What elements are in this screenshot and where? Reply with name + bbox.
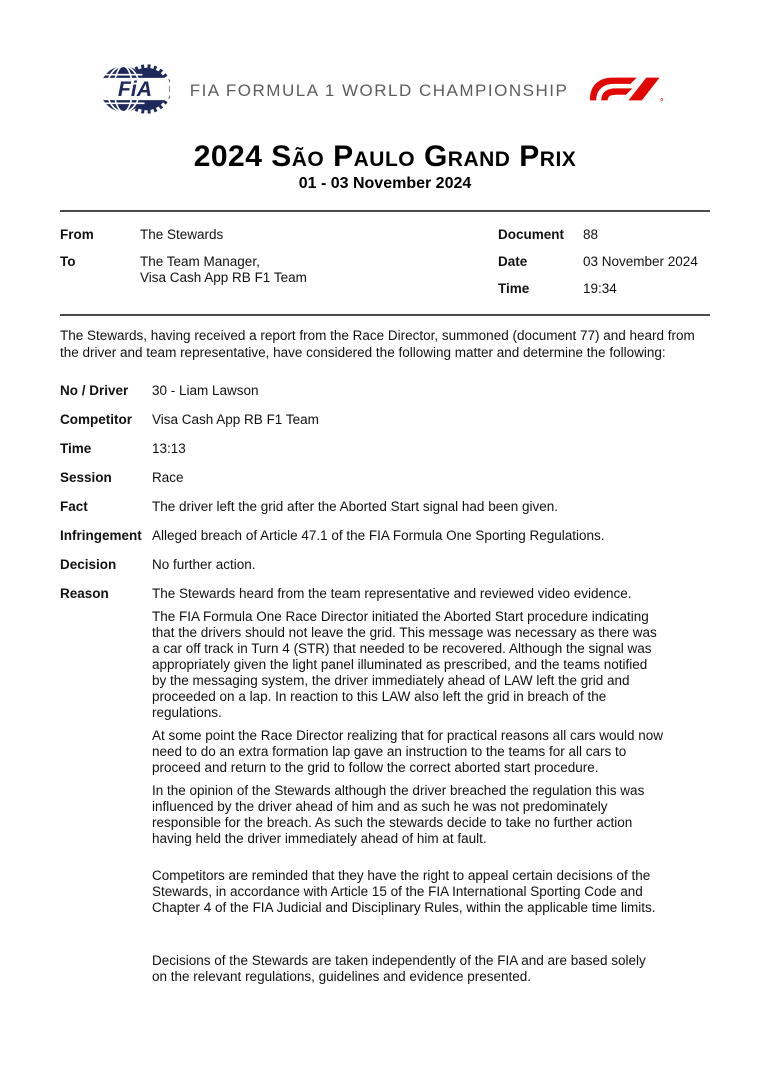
header <box>60 60 710 122</box>
field-row-competitor <box>60 412 710 428</box>
decision-value: No further action. <box>152 557 256 572</box>
to-value-line2: Visa Cash App RB F1 Team <box>140 270 307 285</box>
f1-logo-icon <box>588 76 664 107</box>
fia-logo-text: FiA <box>117 77 153 101</box>
meta-row-from <box>60 227 498 243</box>
meta-row-date <box>498 254 710 270</box>
meta-left-column <box>60 227 498 297</box>
time-field-value: 13:13 <box>152 441 186 456</box>
event-dates: 01 - 03 November 2024 <box>298 175 472 192</box>
date-label: Date <box>498 254 528 269</box>
to-label: To <box>60 254 76 269</box>
field-row-session <box>60 470 710 486</box>
field-row-decision <box>60 557 710 573</box>
from-label: From <box>60 227 94 242</box>
infringement-value: Alleged breach of Article 47.1 of the FIA Formula One Sporting Regulations. <box>152 528 605 543</box>
independence-notice-paragraph: Decisions of the Stewards are taken independently of the FIA and are based solely on the relevant regulations, guidelines and evidence presented. <box>152 953 646 984</box>
meta-section <box>60 210 710 316</box>
intro-paragraph: The Stewards, having received a report from the Race Director, summoned (document 77) and heard from the driver and team representative, have considered the following matter and determine the following: <box>60 328 695 360</box>
no-driver-label: No / Driver <box>60 383 129 398</box>
meta-right-column <box>498 227 710 297</box>
time-label: Time <box>498 281 530 296</box>
time-field-label: Time <box>60 441 92 456</box>
meta-row-document <box>498 227 710 243</box>
meta-row-to <box>60 254 498 286</box>
document-label: Document <box>498 227 565 242</box>
no-driver-value: 30 - Liam Lawson <box>152 383 259 398</box>
field-row-infringement <box>60 528 710 544</box>
field-row-time <box>60 441 710 457</box>
session-label: Session <box>60 470 112 485</box>
reason-text <box>152 586 664 992</box>
event-title: 2024 São Paulo Grand Prix <box>193 140 577 173</box>
field-row-no-driver <box>60 383 710 399</box>
fact-value: The driver left the grid after the Aborted Start signal had been given. <box>152 499 558 514</box>
document-value: 88 <box>583 227 599 242</box>
appeal-notice-paragraph: Competitors are reminded that they have the right to appeal certain decisions of the Stewards, in accordance with Article 15 of the FIA International Sporting Code and Chapter 4 of the FIA Judicial and Disciplinary Rules, within the applicable time limits. <box>152 868 656 915</box>
field-row-reason <box>60 586 710 992</box>
reason-label: Reason <box>60 586 109 601</box>
field-row-fact <box>60 499 710 515</box>
reason-paragraph-4: In the opinion of the Stewards although the driver breached the regulation this was influenced by the driver ahead of him and as such he was not predominately responsible for the breach. As such the stewards decide to take no further action having held the driver immediately ahead of him at fault. <box>152 783 645 846</box>
reason-paragraph-2: The FIA Formula One Race Director initiated the Aborted Start procedure indicating that the drivers should not leave the grid. This message was necessary as there was a car off track in Turn 4 (STR) that needed to be recovered. Although the signal was appropriately given the light panel illuminated as prescribed, and the teams notified by the messaging system, the driver immediately ahead of LAW left the grid and proceeded on a lap. In reaction to this LAW also left the grid in breach of the regulations. <box>152 609 657 720</box>
infringement-label: Infringement <box>60 528 142 543</box>
decision-label: Decision <box>60 557 117 572</box>
reason-paragraph-1: The Stewards heard from the team representative and reviewed video evidence. <box>152 586 632 601</box>
to-value <box>140 254 307 286</box>
competitor-label: Competitor <box>60 412 132 427</box>
fact-label: Fact <box>60 499 88 514</box>
to-value-line1: The Team Manager, <box>140 254 260 269</box>
session-value: Race <box>152 470 184 485</box>
time-value: 19:34 <box>583 281 617 296</box>
decision-fields <box>60 383 710 992</box>
from-value: The Stewards <box>140 227 224 242</box>
reason-paragraph-3: At some point the Race Director realizing that for practical reasons all cars would now need to do an extra formation lap gave an instruction to the teams for all cars to proceed and return to the grid to follow the correct aborted start procedure. <box>152 728 663 775</box>
championship-title: FIA FORMULA 1 WORLD CHAMPIONSHIP <box>189 81 569 100</box>
meta-row-time <box>498 281 710 297</box>
date-value: 03 November 2024 <box>583 254 698 269</box>
fia-logo-icon <box>100 61 170 122</box>
competitor-value: Visa Cash App RB F1 Team <box>152 412 319 427</box>
